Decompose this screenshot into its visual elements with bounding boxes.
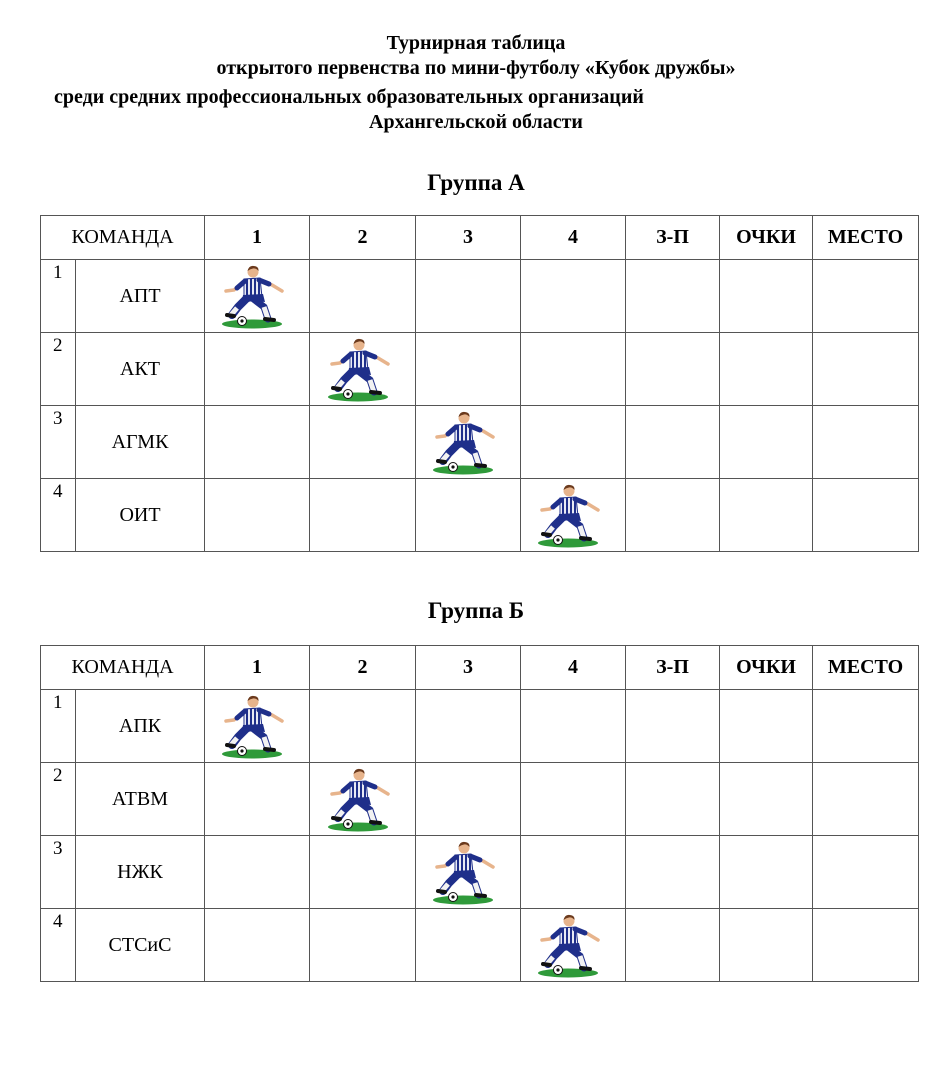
col-score-header: З-П (626, 646, 720, 690)
football-player-icon (310, 336, 415, 402)
col-points-header: ОЧКИ (720, 216, 813, 260)
diagonal-cell (521, 479, 626, 552)
table-row (41, 479, 919, 552)
table-row (41, 690, 919, 763)
group-b-title: Группа Б (427, 598, 525, 623)
place-cell (813, 406, 919, 479)
place-cell (813, 260, 919, 333)
result-cell (205, 333, 310, 406)
team-number: 2 (41, 763, 76, 836)
place-cell (813, 763, 919, 836)
col-points-header: ОЧКИ (720, 646, 813, 690)
result-cell (521, 333, 626, 406)
col-place-header: МЕСТО (813, 216, 919, 260)
result-cell (521, 406, 626, 479)
col-3-header: 3 (416, 216, 521, 260)
result-cell (416, 260, 521, 333)
score-cell (626, 690, 720, 763)
diagonal-cell (310, 763, 416, 836)
score-cell (626, 763, 720, 836)
table-row (41, 763, 919, 836)
result-cell (310, 909, 416, 982)
diagonal-cell (205, 260, 310, 333)
place-cell (813, 690, 919, 763)
team-name: АПТ (76, 260, 205, 333)
col-team-header: КОМАНДА (41, 646, 205, 690)
table-header-row (41, 646, 919, 690)
result-cell (205, 406, 310, 479)
team-name: СТСиС (76, 909, 205, 982)
col-4-header: 4 (521, 216, 626, 260)
football-player-icon (416, 409, 520, 475)
points-cell (720, 479, 813, 552)
team-number: 3 (41, 836, 76, 909)
col-2-header: 2 (310, 216, 416, 260)
diagonal-cell (521, 909, 626, 982)
score-cell (626, 909, 720, 982)
result-cell (205, 763, 310, 836)
points-cell (720, 836, 813, 909)
place-cell (813, 909, 919, 982)
table-row (41, 260, 919, 333)
group-a-table (40, 215, 919, 552)
title-line-4: Архангельской области (369, 111, 583, 133)
col-team-header: КОМАНДА (41, 216, 205, 260)
score-cell (626, 260, 720, 333)
table-row (41, 333, 919, 406)
result-cell (205, 836, 310, 909)
result-cell (521, 836, 626, 909)
col-1-header: 1 (205, 216, 310, 260)
result-cell (416, 479, 521, 552)
table-row (41, 406, 919, 479)
result-cell (416, 909, 521, 982)
place-cell (813, 333, 919, 406)
result-cell (416, 763, 521, 836)
result-cell (521, 260, 626, 333)
title-line-3: среди средних профессиональных образовательных организаций (54, 86, 644, 108)
diagonal-cell (205, 690, 310, 763)
table-header-row (41, 216, 919, 260)
points-cell (720, 333, 813, 406)
team-number: 3 (41, 406, 76, 479)
team-name: АКТ (76, 333, 205, 406)
title-line-1: Турнирная таблица (386, 32, 566, 54)
team-number: 2 (41, 333, 76, 406)
group-a-title: Группа А (427, 170, 525, 195)
football-player-icon (205, 693, 309, 759)
place-cell (813, 836, 919, 909)
col-score-header: З-П (626, 216, 720, 260)
points-cell (720, 909, 813, 982)
table-row (41, 836, 919, 909)
points-cell (720, 406, 813, 479)
col-3-header: 3 (416, 646, 521, 690)
result-cell (521, 690, 626, 763)
team-name: АПК (76, 690, 205, 763)
diagonal-cell (416, 406, 521, 479)
result-cell (310, 836, 416, 909)
result-cell (310, 260, 416, 333)
result-cell (310, 479, 416, 552)
result-cell (310, 406, 416, 479)
team-number: 4 (41, 909, 76, 982)
football-player-icon (521, 482, 625, 548)
team-number: 1 (41, 690, 76, 763)
points-cell (720, 763, 813, 836)
team-name: НЖК (76, 836, 205, 909)
table-row (41, 909, 919, 982)
team-number: 4 (41, 479, 76, 552)
col-1-header: 1 (205, 646, 310, 690)
result-cell (310, 690, 416, 763)
team-number: 1 (41, 260, 76, 333)
score-cell (626, 479, 720, 552)
football-player-icon (521, 912, 625, 978)
result-cell (205, 479, 310, 552)
score-cell (626, 333, 720, 406)
col-2-header: 2 (310, 646, 416, 690)
points-cell (720, 690, 813, 763)
result-cell (205, 909, 310, 982)
team-name: ОИТ (76, 479, 205, 552)
score-cell (626, 406, 720, 479)
team-name: АГМК (76, 406, 205, 479)
diagonal-cell (310, 333, 416, 406)
col-4-header: 4 (521, 646, 626, 690)
result-cell (416, 690, 521, 763)
result-cell (416, 333, 521, 406)
score-cell (626, 836, 720, 909)
diagonal-cell (416, 836, 521, 909)
points-cell (720, 260, 813, 333)
title-line-2: открытого первенства по мини-футболу «Кубок дружбы» (216, 57, 736, 79)
place-cell (813, 479, 919, 552)
col-place-header: МЕСТО (813, 646, 919, 690)
football-player-icon (205, 263, 309, 329)
team-name: АТВМ (76, 763, 205, 836)
group-b-table (40, 645, 919, 982)
football-player-icon (310, 766, 415, 832)
football-player-icon (416, 839, 520, 905)
result-cell (521, 763, 626, 836)
